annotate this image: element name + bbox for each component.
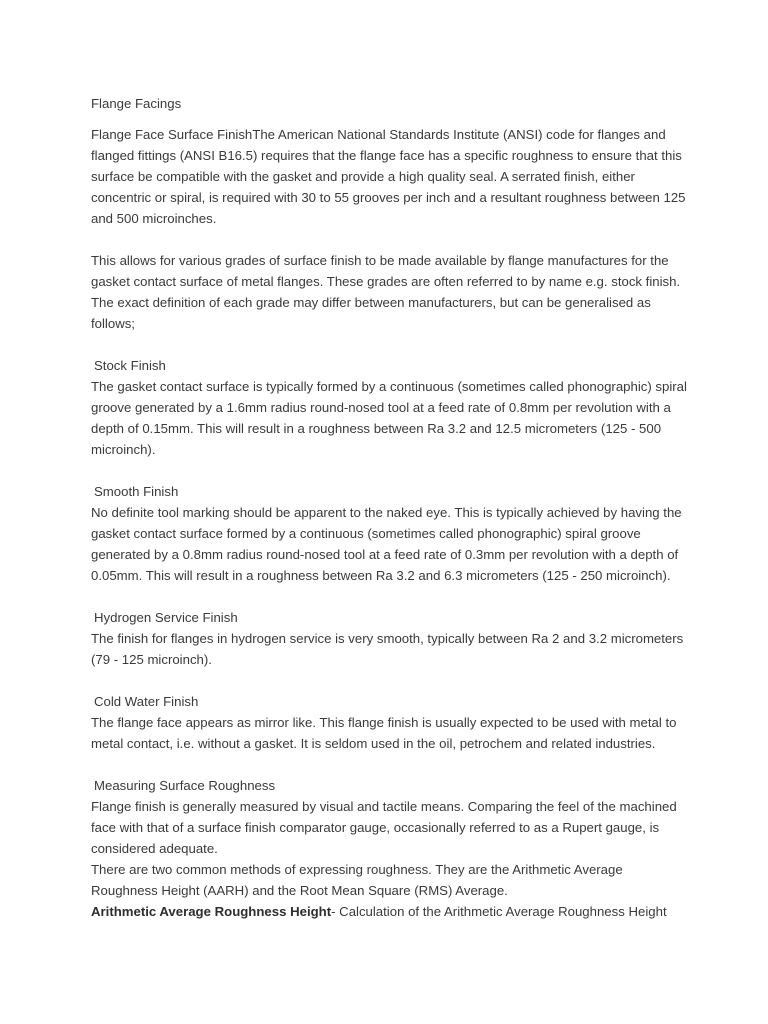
section-body: No definite tool marking should be apparent to the naked eye. This is typically achieved by having the gasket contact surface formed by a continuous (sometimes called phonographic) spiral groove generated by a 0.8mm radius round-nosed tool at a feed rate of 0.3mm per revolution with a depth of 0.05mm. This will result in a roughness between Ra 3.2 and 6.3 micrometers (125 - 250 microinch). (91, 505, 682, 583)
section-heading: Measuring Surface Roughness (94, 778, 276, 793)
section-body: The finish for flanges in hydrogen service is very smooth, typically between Ra 2 and 3.2 micrometers (79 - 125 microinch). (91, 631, 684, 667)
intro-paragraph-2: This allows for various grades of surface finish to be made available by flange manufactures for the gasket contact surface of metal flanges. These grades are often referred to by name e.g. stock finish. The exact definition of each grade may differ between manufacturers, but can be generalised as follows; (91, 253, 681, 331)
section-body: The gasket contact surface is typically formed by a continuous (sometimes called phonographic) spiral groove generated by a 1.6mm radius round-nosed tool at a feed rate of 0.8mm per revolution with a depth of 0.15mm. This will result in a roughness between Ra 3.2 and 12.5 micrometers (125 - 500 microinch). (91, 379, 687, 457)
section-heading: Stock Finish (94, 358, 166, 373)
section-measuring-surface-roughness (91, 775, 688, 922)
section-body: Flange finish is generally measured by visual and tactile means. Comparing the feel of the machined face with that of a surface finish comparator gauge, occasionally referred to as a Rupert gauge, is considered adequate. (91, 799, 677, 856)
section-hydrogen-service-finish (91, 607, 688, 670)
aarh-label: Arithmetic Average Roughness Height (91, 904, 332, 919)
aarh-line (91, 901, 688, 922)
section-heading: Hydrogen Service Finish (94, 610, 238, 625)
section-body: The flange face appears as mirror like. This flange finish is usually expected to be used with metal to metal contact, i.e. without a gasket. It is seldom used in the oil, petrochem and related industries. (91, 715, 677, 751)
document-title: Flange Facings (91, 96, 182, 111)
section-heading: Smooth Finish (94, 484, 179, 499)
section-body: There are two common methods of expressing roughness. They are the Arithmetic Average Roughness Height (AARH) and the Root Mean Square (RMS) Average. (91, 862, 623, 898)
section-heading: Cold Water Finish (94, 694, 199, 709)
section-stock-finish (91, 355, 688, 460)
aarh-text: - Calculation of the Arithmetic Average Roughness Height (331, 904, 667, 919)
section-cold-water-finish (91, 691, 688, 754)
intro-paragraph-1: Flange Face Surface FinishThe American National Standards Institute (ANSI) code for flanges and flanged fittings (ANSI B16.5) requires that the flange face has a specific roughness to ensure that this surface be compatible with the gasket and provide a high quality seal. A serrated finish, either concentric or spiral, is required with 30 to 55 grooves per inch and a resultant roughness between 125 and 500 microinches. (91, 127, 686, 226)
section-smooth-finish (91, 481, 688, 586)
